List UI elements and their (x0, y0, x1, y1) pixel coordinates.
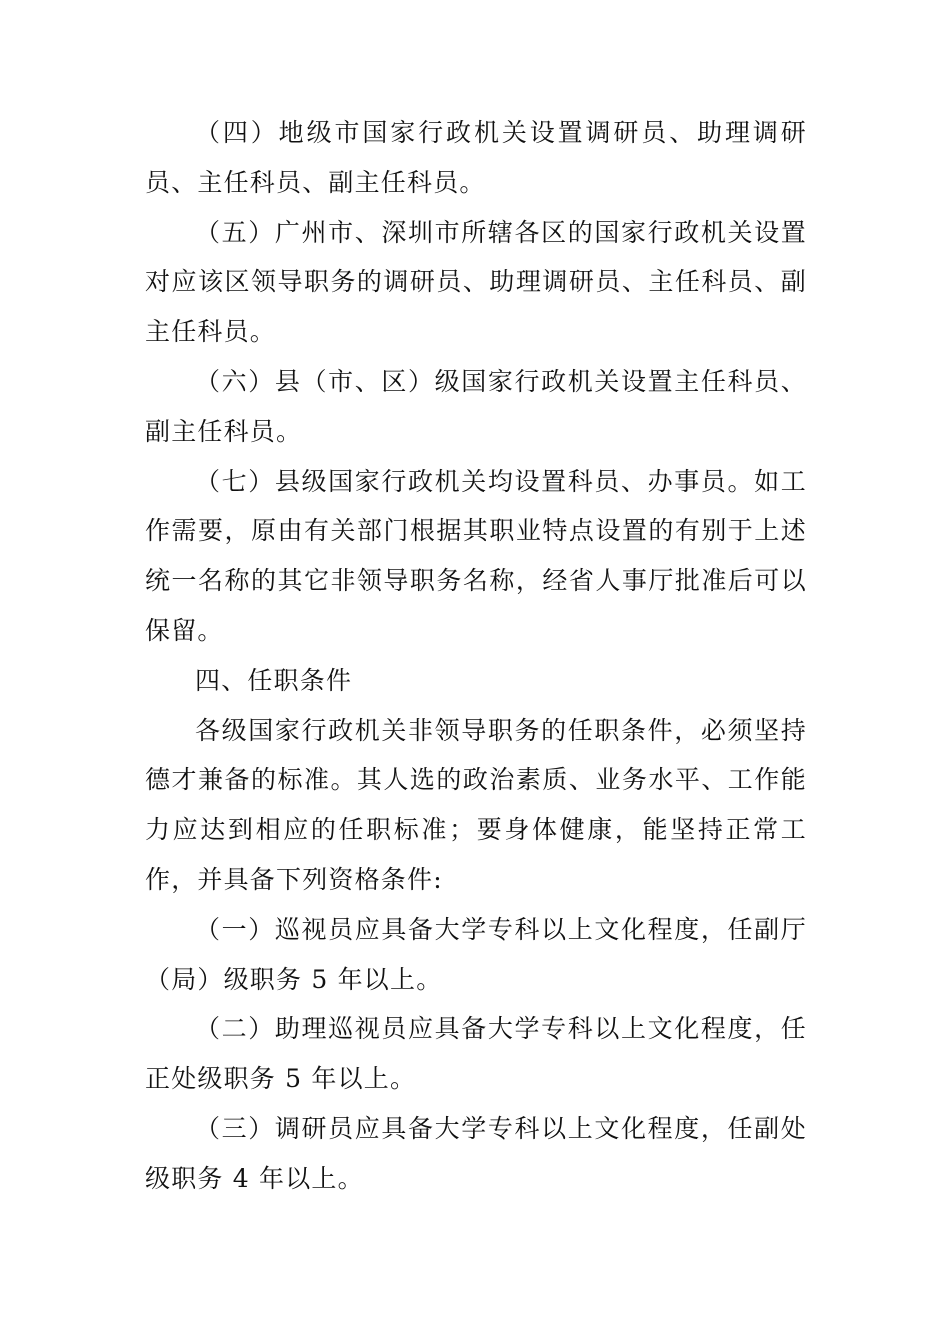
document-body (145, 108, 807, 1204)
paragraph-item-7: （七）县级国家行政机关均设置科员、办事员。如工作需要，原由有关部门根据其职业特点设置的有别于上述统一名称的其它非领导职务名称，经省人事厅批准后可以保留。 (145, 466, 807, 645)
paragraph-item-4: （四）地级市国家行政机关设置调研员、助理调研员、主任科员、副主任科员。 (145, 118, 807, 197)
section-heading-qualifications: 四、任职条件 (195, 665, 353, 695)
paragraph-qualification-1: （一）巡视员应具备大学专科以上文化程度，任副厅（局）级职务 5 年以上。 (145, 914, 807, 994)
paragraph-qualification-3: （三）调研员应具备大学专科以上文化程度，任副处级职务 4 年以上。 (145, 1113, 807, 1193)
paragraph-item-5: （五）广州市、深圳市所辖各区的国家行政机关设置对应该区领导职务的调研员、助理调研员、主任科员、副主任科员。 (145, 217, 807, 347)
paragraph-qualification-2: （二）助理巡视员应具备大学专科以上文化程度，任正处级职务 5 年以上。 (145, 1014, 807, 1094)
paragraph-item-6: （六）县（市、区）级国家行政机关设置主任科员、副主任科员。 (145, 366, 807, 446)
paragraph-qualifications-intro: 各级国家行政机关非领导职务的任职条件，必须坚持德才兼备的标准。其人选的政治素质、业务水平、工作能力应达到相应的任职标准；要身体健康，能坚持正常工作，并具备下列资格条件: (145, 715, 807, 894)
